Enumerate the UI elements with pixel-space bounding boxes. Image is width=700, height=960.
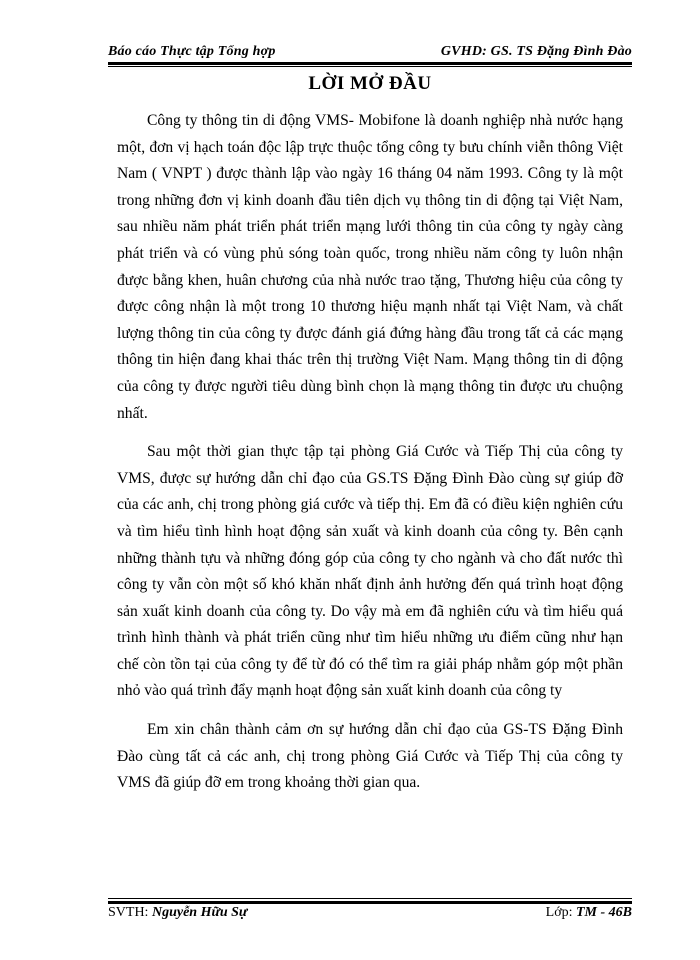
footer-student — [108, 903, 247, 923]
footer-rule-thin — [108, 898, 632, 899]
class-value: TM - 46B — [576, 905, 632, 920]
paragraph-2: Sau một thời gian thực tập tại phòng Giá Cước và Tiếp Thị của công ty VMS, được sự hướng dẫn chỉ đạo của GS.TS Đặng Đình Đào cùng sự giúp đỡ của các anh, chị trong phòng giá cước và tiếp thị. Em đã có điều kiện nghiên cứu và tìm hiểu tình hình hoạt động sản xuất và kinh doanh của công ty. Bên cạnh những thành tựu và những đóng góp của công ty cho ngành và cho đất nước thì công ty vẫn còn một số khó khăn nhất định ảnh hưởng đến quá trình hoạt động sản xuất kinh doanh của công ty. Do vậy mà em đã nghiên cứu và tìm hiểu quá trình hình thành và phát triển cũng như tìm hiểu những ưu điểm cũng như hạn chế còn tồn tại của công ty để từ đó có thể tìm ra giải pháp nhằm góp một phần nhỏ vào quá trình đẩy mạnh hoạt động sản xuất kinh doanh của công ty — [117, 443, 623, 700]
paragraph-1: Công ty thông tin di động VMS- Mobifone là doanh nghiệp nhà nước hạng một, đơn vị hạch toán độc lập trực thuộc tổng công ty bưu chính viễn thông Việt Nam ( VNPT ) được thành lập vào ngày 16 tháng 04 năm 1993. Công ty là một trong những đơn vị kinh doanh đầu tiên dịch vụ thông tin di động tại Việt Nam, sau nhiều năm phát triển phát triển mạng lưới thông tin của công ty ngày càng phát triển và có vùng phủ sóng toàn quốc, trong nhiều năm công ty luôn nhận được bằng khen, huân chương của nhà nước trao tặng, Thương hiệu của công ty được công nhận là một trong 10 thương hiệu mạnh nhất tại Việt Nam, và chất lượng thông tin của công ty được đánh giá đứng hàng đầu trong tất cả các mạng thông tin hiện đang khai thác trên thị trường Việt Nam. Mạng thông tin di động của công ty được người tiêu dùng bình chọn là mạng thông tin được ưu chuộng nhất. — [117, 112, 623, 422]
body-text — [117, 108, 623, 809]
page-title: LỜI MỞ ĐẦU — [308, 73, 432, 94]
header-supervisor: GVHD: GS. TS Đặng Đình Đào — [440, 44, 632, 59]
student-label: SVTH: — [108, 905, 149, 920]
footer-class — [546, 903, 632, 923]
page-header — [108, 40, 632, 62]
header-rule-thick — [108, 62, 632, 65]
page-footer — [108, 903, 632, 925]
paragraph-3: Em xin chân thành cảm ơn sự hướng dẫn chỉ đạo của GS-TS Đặng Đình Đào cùng tất cả các anh, chị trong phòng Giá Cước và Tiếp Thị của công ty VMS đã giúp đỡ em trong khoảng thời gian qua. — [117, 721, 623, 792]
class-label: Lớp: — [545, 905, 573, 920]
header-rule-thin — [108, 66, 632, 67]
header-report-title: Báo cáo Thực tập Tổng hợp — [108, 44, 276, 59]
student-name: Nguyễn Hữu Sự — [151, 905, 248, 920]
